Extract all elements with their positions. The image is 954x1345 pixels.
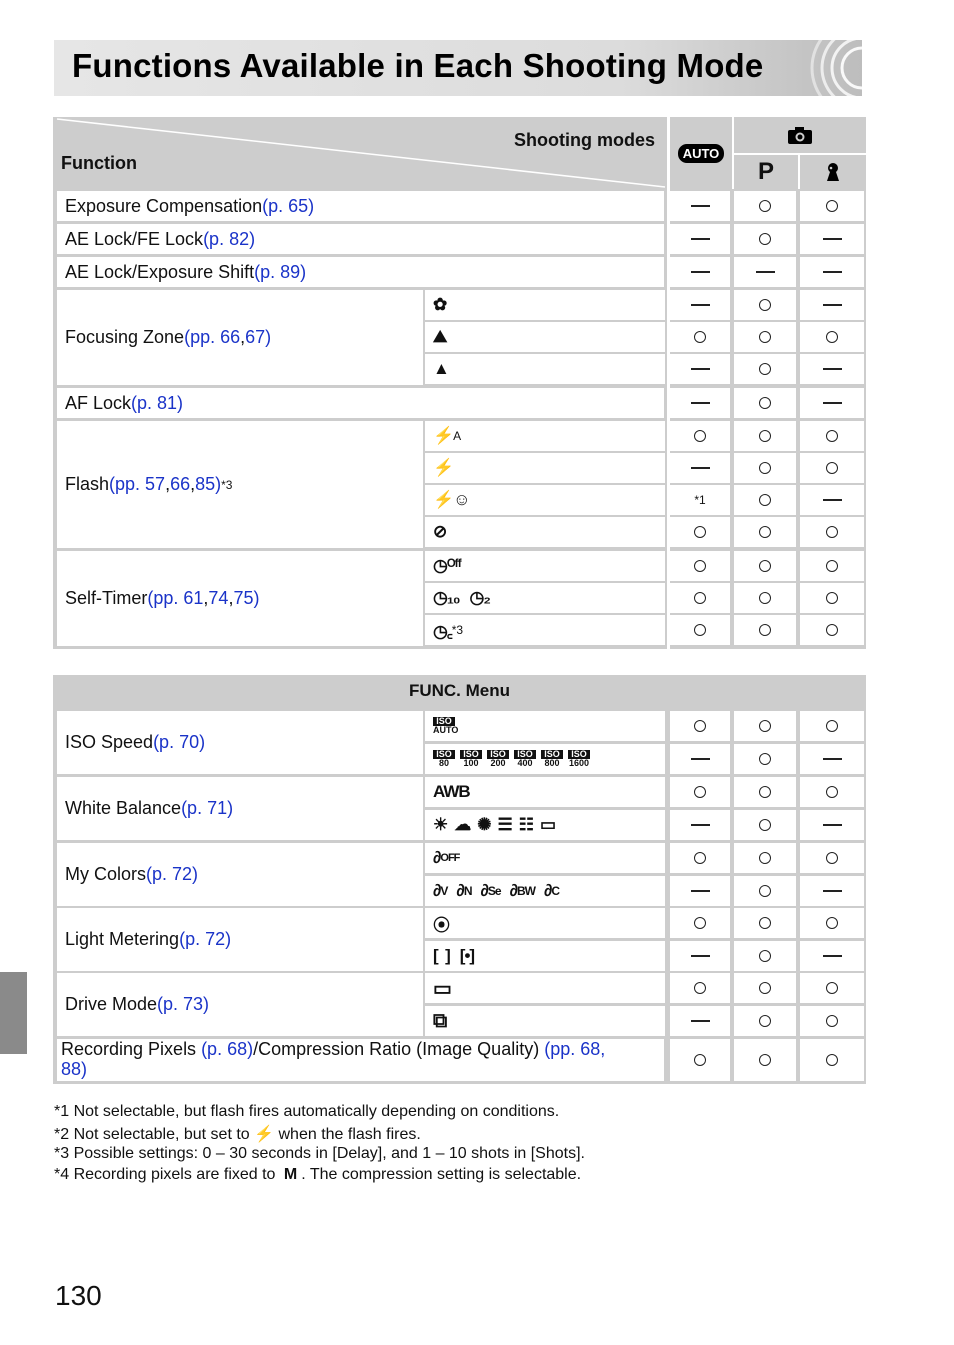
func-menu-heading: FUNC. Menu <box>408 681 511 700</box>
my-colors-v-icon: ∂ V <box>433 881 448 900</box>
footnote-4: *4 Recording pixels are fixed to M . The compression setting is selectable. <box>54 1166 582 1183</box>
footnote-1: *1 Not selectable, but flash fires automatically depending on conditions. <box>54 1103 560 1120</box>
row-flash: Flash (pp. 57 , 66 , 85) *3 <box>57 421 423 548</box>
mark-rec-1 <box>734 1039 796 1081</box>
mark-timer0-2 <box>800 551 864 581</box>
focus-sub-1 <box>425 322 665 352</box>
mark-focus0-2 <box>800 290 864 320</box>
header-diagonal <box>53 117 667 189</box>
mark-rec-2 <box>800 1039 864 1081</box>
mark-iso0-1 <box>734 711 796 741</box>
spot-metering-icon: [•] <box>459 946 475 965</box>
single-shot-icon: ▭ <box>433 977 451 1000</box>
mark-focus2-1 <box>734 354 796 384</box>
page-title: Functions Available in Each Shooting Mode <box>72 47 764 84</box>
row-ae_shift: AE Lock/Exposure Shift (p. 89) <box>57 257 664 287</box>
mark-timer0-0 <box>670 551 730 581</box>
focus-sub-2 <box>425 354 665 384</box>
mark-drv1-0 <box>670 1006 730 1036</box>
mark-timer0-1 <box>734 551 796 581</box>
page-number: 130 <box>55 1280 102 1311</box>
mark-drv0-2 <box>800 973 864 1003</box>
mode-auto: AUTO <box>670 117 732 189</box>
timer-10s-icon: ◷₁₀ <box>433 588 460 607</box>
mark-flash2-2 <box>800 485 864 515</box>
mark-met1-1 <box>734 941 796 971</box>
timer-custom-icon: ◷꜀ <box>433 621 452 641</box>
mark-timer1-0 <box>670 583 730 613</box>
mark-focus2-0 <box>670 354 730 384</box>
flash-sub-3 <box>425 517 665 547</box>
mark-mc0-1 <box>734 843 796 873</box>
drv-sub-0 <box>425 973 665 1003</box>
mark-mc1-1 <box>734 876 796 906</box>
mark-flash0-1 <box>734 421 796 451</box>
title-decoration <box>762 40 862 96</box>
camera-icon <box>734 117 866 153</box>
flash-off-icon: ⊘ <box>433 522 447 541</box>
mark-iso0-0 <box>670 711 730 741</box>
mark-ae_shift-1 <box>734 257 796 287</box>
mark-ae_shift-2 <box>800 257 864 287</box>
mc-sub-0 <box>425 843 665 873</box>
normal-focus-icon: ⛰ <box>433 327 447 346</box>
side-tab <box>0 972 27 1054</box>
mark-timer2-0 <box>670 615 730 645</box>
mark-exposure-0 <box>670 191 730 221</box>
flash-on-icon: ⚡ <box>433 458 454 477</box>
mark-focus0-0 <box>670 290 730 320</box>
title-bar <box>54 40 862 96</box>
mark-wb0-1 <box>734 777 796 807</box>
mark-met0-0 <box>670 908 730 938</box>
wb-sub-0 <box>425 777 665 807</box>
focus-sub-0 <box>425 290 665 320</box>
mark-flash2-0: *1 <box>670 485 730 515</box>
mark-focus0-1 <box>734 290 796 320</box>
wb-presets-icons: ☀☁✺☰☷▭ <box>433 815 563 834</box>
mark-flash2-1 <box>734 485 796 515</box>
my-colors-n-icon: ∂ N <box>456 881 472 900</box>
mark-timer2-2 <box>800 615 864 645</box>
mark-wb1-0 <box>670 810 730 840</box>
iso-100-icon: ISO 100 <box>460 750 482 768</box>
footnote-2: *2 Not selectable, but set to ⚡ when the flash fires. <box>54 1126 421 1143</box>
my-colors-se-icon: ∂ Se <box>480 881 501 900</box>
red-eye-flash-icon: ⚡ <box>254 1126 275 1143</box>
row-my-colors: My Colors (p. 72) <box>57 843 423 906</box>
met-sub-1 <box>425 941 665 971</box>
timer-sub-0 <box>425 551 665 581</box>
mark-mc0-2 <box>800 843 864 873</box>
mark-iso0-2 <box>800 711 864 741</box>
flash-sub-1 <box>425 453 665 483</box>
mark-wb1-1 <box>734 810 796 840</box>
flash-sub-0 <box>425 421 665 451</box>
center-weighted-icon: [ ] <box>433 946 450 965</box>
shooting-modes-label: Shooting modes <box>514 130 655 150</box>
mark-iso1-2 <box>800 744 864 774</box>
mark-ae_lock-1 <box>734 224 796 254</box>
footnote-3: *3 Possible settings: 0 – 30 seconds in [Delay], and 1 – 10 shots in [Shots]. <box>54 1145 585 1162</box>
my-colors-c-icon: ∂ C <box>544 881 560 900</box>
row-iso-speed: ISO Speed (p. 70) <box>57 711 423 774</box>
iso-800-icon: ISO 800 <box>541 750 563 768</box>
infinity-icon: ▲ <box>433 359 449 378</box>
mark-wb1-2 <box>800 810 864 840</box>
drv-sub-1 <box>425 1006 665 1036</box>
mark-flash1-2 <box>800 453 864 483</box>
mark-wb0-2 <box>800 777 864 807</box>
mark-flash1-1 <box>734 453 796 483</box>
mark-mc1-0 <box>670 876 730 906</box>
mark-met0-1 <box>734 908 796 938</box>
iso-400-icon: ISO 400 <box>514 750 536 768</box>
mc-sub-1 <box>425 876 665 906</box>
mark-mc1-2 <box>800 876 864 906</box>
continuous-shot-icon: ⧉ <box>433 1009 447 1032</box>
mark-met1-2 <box>800 941 864 971</box>
special-scene-icon <box>800 155 866 189</box>
mark-aflock-2 <box>800 388 864 418</box>
mark-flash3-1 <box>734 517 796 547</box>
my-colors-bw-icon: ∂ BW <box>509 881 535 900</box>
mark-timer1-1 <box>734 583 796 613</box>
iso-200-icon: ISO 200 <box>487 750 509 768</box>
red-eye-flash-icon: ⚡☺ <box>433 490 470 509</box>
auto-flash-icon: ⚡ A <box>433 426 461 445</box>
mark-iso1-0 <box>670 744 730 774</box>
awb-icon: AWB <box>433 782 470 801</box>
iso-auto-icon: ISO AUTO <box>433 716 459 735</box>
mark-rec-0 <box>670 1039 730 1081</box>
mark-focus2-2 <box>800 354 864 384</box>
mark-ae_shift-0 <box>670 257 730 287</box>
mark-timer1-2 <box>800 583 864 613</box>
iso-80-icon: ISO 80 <box>433 750 455 768</box>
mode-p: P <box>757 158 774 185</box>
evaluative-metering-icon: ⦿ <box>433 915 449 935</box>
mark-exposure-1 <box>734 191 796 221</box>
mark-flash1-0 <box>670 453 730 483</box>
row-light-metering: Light Metering (p. 72) <box>57 908 423 971</box>
mark-aflock-1 <box>734 388 796 418</box>
function-label: Function <box>61 153 137 173</box>
timer-sub-2: ◷꜀ *3 <box>425 615 665 645</box>
mark-flash0-2 <box>800 421 864 451</box>
mark-met1-0 <box>670 941 730 971</box>
iso-sub-1 <box>425 744 665 774</box>
mark-mc0-0 <box>670 843 730 873</box>
mark-aflock-0 <box>670 388 730 418</box>
flash-sub-2 <box>425 485 665 515</box>
iso-1600-icon: ISO 1600 <box>568 749 590 768</box>
row-drive-mode: Drive Mode (p. 73) <box>57 973 423 1036</box>
mark-timer2-1 <box>734 615 796 645</box>
mark-ae_lock-0 <box>670 224 730 254</box>
mark-iso1-1 <box>734 744 796 774</box>
mark-exposure-2 <box>800 191 864 221</box>
macro-icon: ✿ <box>433 295 447 314</box>
met-sub-0 <box>425 908 665 938</box>
timer-off-icon: ◷ᴼᶠᶠ <box>433 556 461 575</box>
mark-flash3-2 <box>800 517 864 547</box>
mark-focus1-1 <box>734 322 796 352</box>
row-af-lock: AF Lock (p. 81) <box>57 388 664 418</box>
mark-flash0-0 <box>670 421 730 451</box>
timer-2s-icon: ◷₂ <box>469 588 490 607</box>
row-exposure: Exposure Compensation (p. 65) <box>57 191 664 221</box>
row-focusing: Focusing Zone (pp. 66 , 67) <box>57 290 423 385</box>
timer-sub-1 <box>425 583 665 613</box>
mark-ae_lock-2 <box>800 224 864 254</box>
row-ae_lock: AE Lock/FE Lock (p. 82) <box>57 224 664 254</box>
mark-wb0-0 <box>670 777 730 807</box>
my-colors-off-icon: ∂ OFF <box>433 848 460 867</box>
row-white-balance: White Balance (p. 71) <box>57 777 423 840</box>
iso-sub-0 <box>425 711 665 741</box>
medium-size-icon: M <box>283 1166 298 1183</box>
mark-drv1-1 <box>734 1006 796 1036</box>
mark-flash3-0 <box>670 517 730 547</box>
row-self-timer: Self-Timer (pp. 61 , 74 , 75) <box>57 551 423 646</box>
mark-met0-2 <box>800 908 864 938</box>
mark-drv0-0 <box>670 973 730 1003</box>
row-recording-pixels: Recording Pixels (p. 68)/Compression Ratio (Image Quality) (pp. 68, 88) <box>57 1039 664 1081</box>
mark-focus1-0 <box>670 322 730 352</box>
mark-drv1-2 <box>800 1006 864 1036</box>
wb-sub-1 <box>425 810 665 840</box>
mark-focus1-2 <box>800 322 864 352</box>
mark-drv0-1 <box>734 973 796 1003</box>
